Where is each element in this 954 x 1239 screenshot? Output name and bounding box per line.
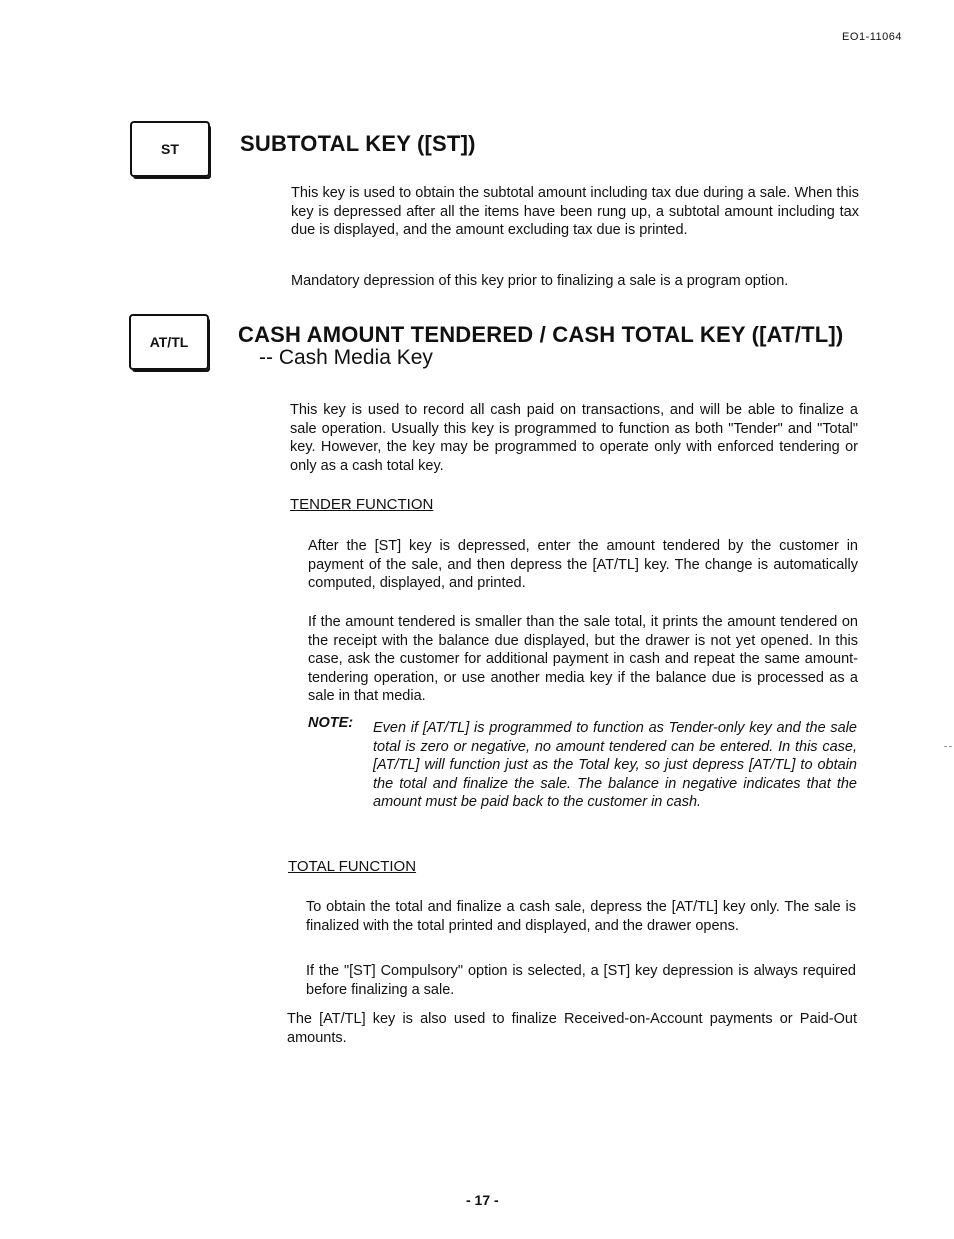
margin-mark — [944, 746, 952, 747]
attl-key-label: AT/TL — [149, 334, 189, 350]
tender-paragraph-2: If the amount tendered is smaller than the sale total, it prints the amount tendered on the receipt with the balance due displayed, but the drawer is not yet opened. In this case, ask the customer for additional payment in cash and repeat the same amount-tendering operation, or use another media key if the balance due is processed as a sale in that media. — [308, 614, 858, 704]
tender-paragraph-1: After the [ST] key is depressed, enter the amount tendered by the customer in payment of the sale, and then depress the [AT/TL] key. The change is automatically computed, displayed, and printed. — [308, 538, 858, 591]
st-key-label: ST — [161, 141, 179, 157]
subtotal-paragraph-2: Mandatory depression of this key prior to finalizing a sale is a program option. — [291, 273, 789, 289]
tender-function-heading: TENDER FUNCTION — [290, 496, 434, 513]
note-label: NOTE: — [308, 715, 354, 731]
total-paragraph-1: To obtain the total and finalize a cash sale, depress the [AT/TL] key only. The sale is finalized with the total printed and displayed, and the drawer opens. — [306, 899, 856, 934]
cash-key-heading: CASH AMOUNT TENDERED / CASH TOTAL KEY ([AT/TL]) — [238, 322, 844, 347]
total-paragraph-2: If the "[ST] Compulsory" option is selected, a [ST] key depression is always required before finalizing a sale. — [306, 963, 856, 998]
subtotal-key-heading: SUBTOTAL KEY ([ST]) — [240, 131, 476, 156]
attl-key-icon — [129, 314, 209, 370]
document-id: EO1-11064 — [842, 31, 902, 43]
cash-intro-paragraph: This key is used to record all cash paid on transactions, and will be able to finalize a sale operation. Usually this key is programmed to function as both "Tender" and "Total" key. However, the key may be programmed to operate only with enforced tendering or only as a cash total key. — [290, 402, 858, 474]
st-key-icon — [130, 121, 210, 177]
total-function-heading: TOTAL FUNCTION — [288, 858, 417, 875]
note-text: Even if [AT/TL] is programmed to function as Tender-only key and the sale total is zero or negative, no amount tendered can be entered. In this case, [AT/TL] will function just as the Total key, so just depress [AT/TL] to obtain the total and finalize the sale. The balance in negative indicates that the amount must be paid back to the customer in cash. — [373, 720, 857, 810]
cash-media-subheading: -- Cash Media Key — [259, 346, 433, 369]
page-number: - 17 - — [466, 1192, 499, 1208]
subtotal-paragraph-1: This key is used to obtain the subtotal amount including tax due during a sale. When this key is depressed after all the items have been rung up, a subtotal amount including tax due is displayed, and the amount excluding tax due is printed. — [291, 185, 859, 238]
closing-paragraph: The [AT/TL] key is also used to finalize Received-on-Account payments or Paid-Out amounts. — [287, 1011, 857, 1046]
